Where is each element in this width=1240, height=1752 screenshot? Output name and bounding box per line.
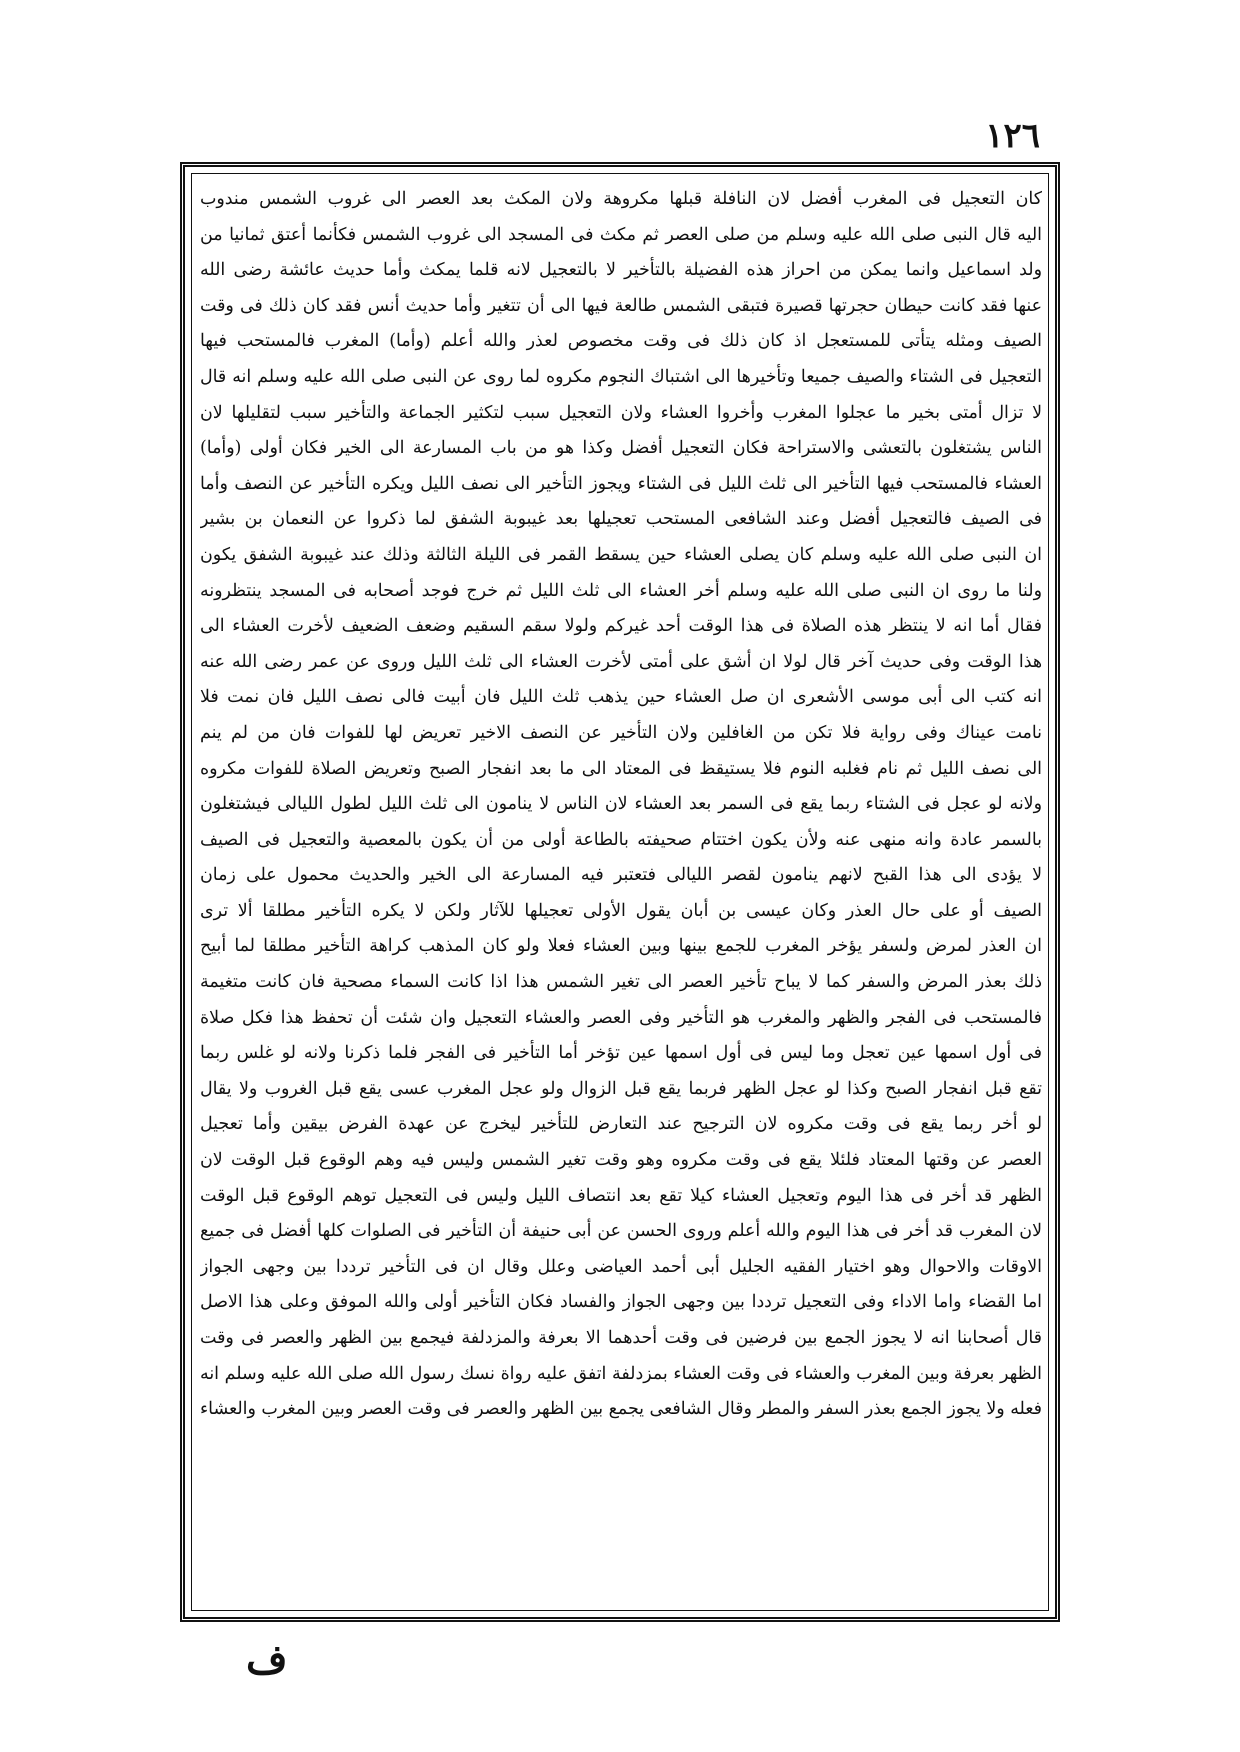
text-line: نامت عيناك وفى رواية فلا تكن من الغافلين ولان التأخير عن النصف الاخير تعريض لها للفوات فان من لم ينم (200, 722, 1042, 743)
text-line: فقال أما انه لا ينتظر هذه الصلاة فى هذا الوقت أحد غيركم ولولا سقم السقيم وضعف الضعيف لأخرت العشاء الى (200, 616, 1042, 637)
text-line: التعجيل فى الشتاء والصيف جميعا وتأخيرها الى اشتباك النجوم مكروه لما روى عن النبى صلى الله عليه وسلم انه قال (200, 366, 1042, 387)
text-line: كان التعجيل فى المغرب أفضل لان النافلة قبلها مكروهة ولان المكث بعد العصر الى غروب الشمس مندوب (200, 189, 1042, 209)
text-line: لان المغرب قد أخر فى هذا اليوم والله أعلم وروى الحسن عن أبى حنيفة أن التأخير فى الصلوات كلها أفضل فى جميع (200, 1221, 1042, 1242)
text-line: ولد اسماعيل وانما يمكن من احراز هذه الفضيلة بالتأخير لا بالتعجيل لانه قلما يمكث وأما حديث عائشة رضى الله (200, 260, 1042, 281)
text-line: الناس يشتغلون بالتعشى والاستراحة فكان التعجيل أفضل وكذا هو من باب المسارعة الى الخير فكان أولى (وأما) (200, 438, 1042, 459)
footer-marker: ف (246, 1636, 288, 1683)
text-line: لا تزال أمتى بخير ما عجلوا المغرب وأخروا العشاء ولان التعجيل سبب لتكثير الجماعة والتأخير سبب لتقليلها لان (200, 402, 1042, 423)
text-line: قال أصحابنا انه لا يجوز الجمع بين فرضين فى وقت أحدهما الا بعرفة والمزدلفة فيجمع بين الظهر والعصر فى وقت (200, 1328, 1042, 1348)
text-line: تقع قبل انفجار الصبح وكذا لو عجل الظهر فربما يقع قبل الزوال ولو عجل المغرب عسى يقع قبل الغروب ولا يقال (200, 1078, 1042, 1099)
text-line: ان العذر لمرض ولسفر يؤخر المغرب للجمع بينها وبين العشاء فعلا ولو كان المذهب كراهة التأخير مطلقا لما أبيح (200, 936, 1042, 957)
page-number: ١٢٦ (985, 116, 1040, 156)
text-line: فى أول اسمها عين تعجل وما ليس فى أول اسمها عين تؤخر أما التأخير فى الفجر فلما ذكرنا ولانه لو غلس ربما (200, 1043, 1042, 1064)
text-line: فى الصيف فالتعجيل أفضل وعند الشافعى المستحب تعجيلها بعد غيبوبة الشفق لما ذكروا عن النعمان بن بشير (200, 509, 1042, 530)
text-line: هذا الوقت وفى حديث آخر قال لولا ان أشق على أمتى لأخرت العشاء الى ثلث الليل وروى عن عمر رضى الله عنه (200, 651, 1042, 672)
text-line: لا يؤدى الى هذا القبح لانهم ينامون لقصر الليالى فتعتبر فيه المسارعة الى الخير والحديث محمول على زمان (200, 865, 1042, 886)
text-line: عنها فقد كانت حيطان حجرتها قصيرة فتبقى الشمس طالعة فيها الى أن تتغير وأما حديث أنس فقد كان ذلك فى وقت (200, 295, 1042, 316)
text-line: انه كتب الى أبى موسى الأشعرى ان صل العشاء حين يذهب ثلث الليل فان أبيت فالى نصف الليل فان نمت فلا (200, 687, 1042, 708)
text-line: اما القضاء واما الاداء وفى التعجيل ترددا بين وجهى الجواز والفساد فكان التأخير أولى والله الموفق وعلى هذا الاصل (200, 1292, 1042, 1313)
text-line: الظهر بعرفة وبين المغرب والعشاء فى وقت العشاء بمزدلفة اتفق عليه رواة نسك رسول الله صلى الله عليه وسلم انه (200, 1363, 1042, 1384)
text-line: اليه قال النبى صلى الله عليه وسلم من صلى العصر ثم مكث فى المسجد الى غروب الشمس فكأنما أعتق ثمانيا من (200, 224, 1042, 245)
text-line: فعله ولا يجوز الجمع بعذر السفر والمطر وقال الشافعى يجمع بين الظهر والعصر فى وقت العصر وبين المغرب والعشاء (200, 1399, 1042, 1420)
text-line: الى نصف الليل ثم نام فغلبه النوم فلا يستيقظ فى المعتاد الى ما بعد انفجار الصبح وتعريض الصلاة للفوات مكروه (200, 758, 1042, 779)
text-line: الصيف ومثله يتأتى للمستعجل اذ كان ذلك فى وقت مخصوص لعذر والله أعلم (وأما) المغرب فالمستحب فيها (200, 331, 1042, 352)
text-line: العشاء فالمستحب فيها التأخير الى ثلث الليل فى الشتاء ويجوز التأخير الى نصف الليل ويكره التأخير عن النصف وأما (200, 473, 1042, 494)
text-line: فالمستحب فى الفجر والظهر والمغرب هو التأخير وفى العصر والعشاء التعجيل وان شئت أن تحفظ هذا فكل صلاة (200, 1007, 1042, 1028)
body-text (200, 182, 1042, 1604)
text-line: ولانه لو عجل فى الشتاء ربما يقع فى السمر بعد العشاء لان الناس لا ينامون الى ثلث الليل لطول الليالى فيشتغلون (200, 794, 1042, 815)
text-line: الظهر قد أخر فى هذا اليوم وتعجيل العشاء كيلا تقع بعد انتصاف الليل وليس فى التعجيل توهم الوقوع قبل الوقت (200, 1185, 1042, 1206)
text-line: الصيف أو على حال العذر وكان عيسى بن أبان يقول الأولى تعجيلها للآثار ولكن لا يكره التأخير مطلقا ألا ترى (200, 900, 1042, 921)
text-line: لو أخر ربما يقع فى وقت مكروه لان الترجيح عند التعارض للتأخير ليخرج عن عهدة الفرض بيقين وأما تعجيل (200, 1114, 1042, 1135)
text-line: ان النبى صلى الله عليه وسلم كان يصلى العشاء حين يسقط القمر فى الليلة الثالثة وذلك عند غيبوبة الشفق يكون (200, 544, 1042, 565)
text-line: ولنا ما روى ان النبى صلى الله عليه وسلم أخر العشاء الى ثلث الليل ثم خرج فوجد أصحابه فى المسجد ينتظرونه (200, 580, 1042, 601)
text-line: العصر عن وقتها المعتاد فلئلا يقع فى وقت مكروه وهو وقت تغير الشمس وليس فيه وهم الوقوع قبل الوقت لان (200, 1150, 1042, 1171)
text-line: ذلك بعذر المرض والسفر كما لا يباح تأخير العصر الى تغير الشمس هذا اذا كانت السماء مصحية فان كانت متغيمة (200, 972, 1042, 993)
text-line: الاوقات والاحوال وهو اختيار الفقيه الجليل أبى أحمد العياضى وعلل وقال ان فى التأخير ترددا بين وجهى الجواز (200, 1256, 1042, 1277)
text-line: بالسمر عادة وانه منهى عنه ولأن يكون اختتام صحيفته بالطاعة أولى من أن يكون بالمعصية والتعجيل فى الصيف (200, 829, 1042, 850)
